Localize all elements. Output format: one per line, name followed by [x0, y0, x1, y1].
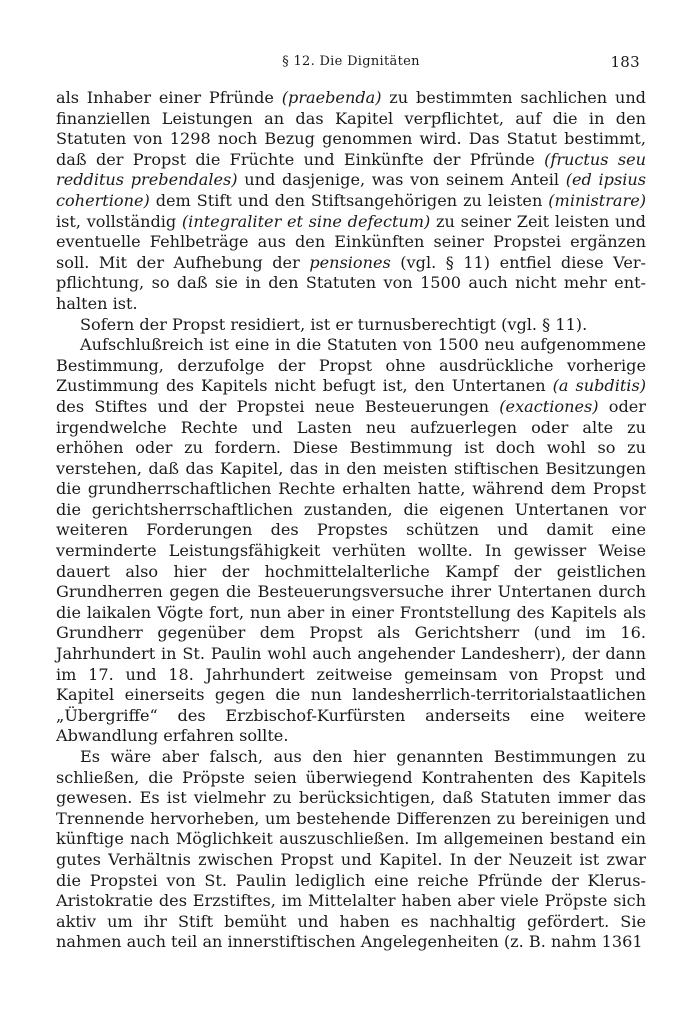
- text-run: als Inhaber einer Pfründe: [56, 88, 282, 107]
- latin-term: (integraliter et sine defectum): [181, 211, 431, 231]
- latin-term: (praebenda): [281, 88, 382, 107]
- text-run: ist, vollständig: [56, 211, 182, 231]
- book-page: [56, 54, 646, 953]
- latin-term: (ministrare): [548, 190, 646, 210]
- section-title: § 12. Die Dignitäten: [282, 54, 420, 69]
- page-number: 183: [610, 53, 640, 71]
- running-head: [56, 54, 646, 76]
- text-run: Es wäre aber falsch, aus den hier genannten Bestimmungen zu schließen, die Pröpste seien überwiegend Kontrahenten des Kapitels gewesen. Es ist vielmehr zu berücksichtigen, daß Statuten immer das Trennende hervorheben, um bestehende Differenzen zu bereinigen und künftige nach Möglichkeit auszuschließen. Im allgemeinen bestand ein gutes Verhältnis zwischen Propst und Kapitel. In der Neuzeit ist zwar die Propstei von St. Paulin lediglich eine reiche Pfründe der Klerus-Aristokratie des Erzstiftes, im Mittelalter haben aber viele Pröpste sich aktiv um ihr Stift bemüht und haben es nachhaltig gefördert. Sie nahmen auch teil an innerstiftischen Angelegenheiten (z. B. nahm 1361: [56, 747, 646, 952]
- latin-term: pensiones: [309, 252, 391, 272]
- latin-term: (a subditis): [552, 376, 646, 396]
- paragraph-3: [56, 335, 646, 747]
- text-run: dem Stift und den Stiftsangehörigen zu leisten: [149, 190, 549, 210]
- text-run: und dasjenige, was von seinem Anteil: [237, 170, 566, 190]
- text-run: Aufschlußreich ist eine in die Statuten von 1500 neu aufgenommene Bestimmung, derzufolge der Propst ohne ausdrückliche vorherige Zustimmung des Kapitels nicht befugt ist, den Untertanen: [56, 335, 646, 396]
- text-run: (vgl. § 11) entfiel diese Verpflichtung, so daß sie in den Statuten von 1500 auch nicht mehr enthalten ist.: [56, 252, 646, 313]
- paragraph-4: [56, 747, 646, 953]
- text-run: des Stiftes und der Propstei neue Besteuerungen: [56, 396, 500, 416]
- text-run: zu bestimmten sachlichen und finanziellen Leistungen an das Kapitel verpflichtet, auf die in den Statuten von 1298 noch Bezug genommen wird. Das Statut bestimmt, daß der Propst die Früchte und Einkünfte der Pfründe: [56, 88, 646, 169]
- text-run: oder irgendwelche Rechte und Lasten neu aufzuerlegen oder alte zu erhöhen oder zu fordern. Diese Bestimmung ist doch wohl so zu verstehen, daß das Kapitel, das in den meisten stiftischen Besitzungen die grundherrschaftlichen Rechte erhalten hatte, während dem Propst die gerichtsherrschaftlichen zustanden, die eigenen Untertanen vor weiteren Forderungen des Propstes schützen und damit eine verminderte Leistungsfähigkeit verhüten wollte. In gewisser Weise dauert also hier der hochmittelalterliche Kampf der geistlichen Grundherren gegen die Besteuerungsversuche ihrer Untertanen durch die laikalen Vögte fort, nun aber in einer Frontstellung des Kapitels als Grundherr gegenüber dem Propst als Gerichtsherr (und im 16. Jahrhundert in St. Paulin wohl auch angehender Landesherr), der dann im 17. und 18. Jahrhundert zeitweise gemeinsam von Propst und Kapitel einerseits gegen die nun landesherrlich-territorialstaatlichen „Übergriffe“ des Erzbischof-Kurfürsten anderseits eine weitere Abwandlung erfahren sollte.: [56, 396, 646, 746]
- text-run: zu seiner Zeit leisten und eventuelle Fehlbeträge aus den Einkünften seiner Propstei ergänzen soll. Mit der Aufhebung der: [56, 211, 646, 272]
- paragraph-2: [56, 315, 646, 336]
- paragraph-1: [56, 88, 646, 315]
- text-run: Sofern der Propst residiert, ist er turnusberechtigt (vgl. § 11).: [80, 314, 588, 334]
- latin-term: (fructus seu redditus prebendales): [56, 149, 646, 190]
- latin-term: (exactiones): [499, 396, 599, 416]
- body-text: [56, 88, 646, 953]
- latin-term: (ed ipsius cohertione): [56, 170, 646, 210]
